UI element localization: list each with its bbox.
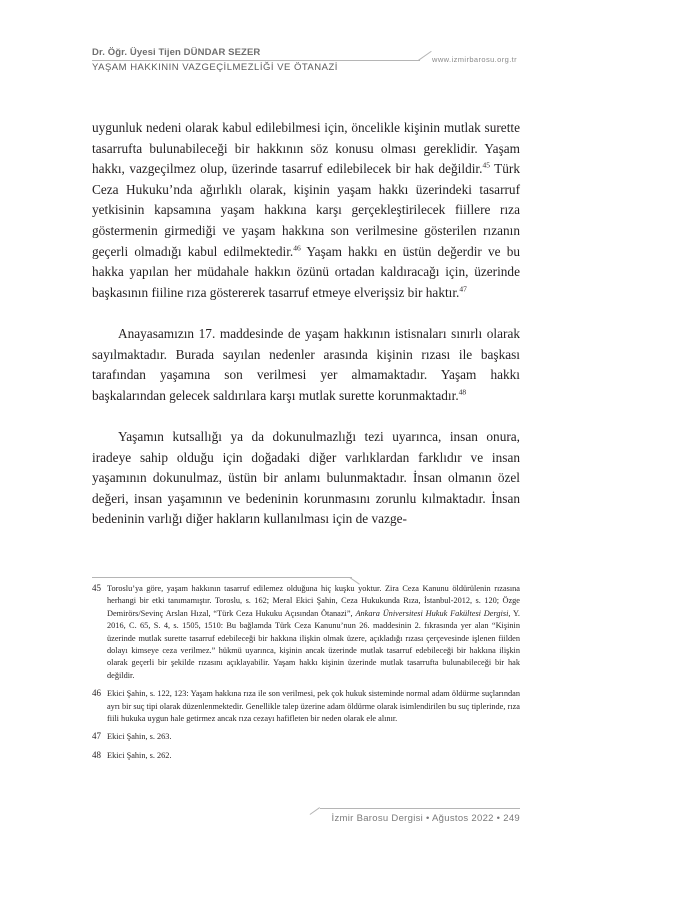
footnote-number: 45 [92, 583, 101, 593]
journal-title: Ankara Üniversitesi Hukuk Fakültesi Dergisi [355, 608, 509, 618]
header-rule [92, 60, 420, 61]
footnote-number: 47 [92, 731, 101, 742]
paragraph-3: Yaşamın kutsallığı ya da dokunulmazlığı tezi uyarınca, insan onura, iradeye sahip olduğu için doğadaki diğer varlıklardan farklıdır ve insan yaşamının dokunulmaz, üstün bir anlamı bulunmaktadır. İnsan olmanın özel değeri, insan yaşamının ve bedeninin korunmasını zorunlu kılmaktadır. İnsan bedeninin varlığı diğer hakların kullanılması için de vazge- [92, 428, 520, 527]
footnotes [92, 583, 520, 768]
footnote-number: 48 [92, 749, 101, 760]
footnote-48: 48 Ekici Şahin, s. 262. [92, 749, 172, 760]
footnote-46: 46 Ekici Şahin, s. 122, 123: Yaşam hakkına rıza ile son verilmesi, pek çok hukuk sisteminde normal adam öldürme suçlarından ayrı bir suç tipi olarak düzenlenmektedir. Genellikle talep üzerine adam öldürme olarak isimlendirilen bu suç tiplerinde, rıza fiili hukuka uygun hale getirmez ancak rıza cezayı hafifleten bir neden olarak ele alınır. [92, 688, 520, 724]
header-rule-slant [418, 51, 432, 61]
paragraph-1: uygunluk nedeni olarak kabul edilebilmesi için, öncelikle kişinin mutlak surette tasarrufta bulunabileceği bir hakkının söz konusu olması gereklidir. Yaşam hakkı, vazgeçilmez olup, üzerinde tasarruf edilebilecek bir hak değildir.$^{45}$ Türk Ceza Hukuku’nda ağırlıklı olarak, kişinin yaşam hakkı üzerindeki tasarruf yetkisinin kapsamına yaşam hakkına karşı gerçekleştirilecek fiillere rıza göstermenin girmediği ve yaşam hakkına son verilmesine gösterilen rızanın geçerli olmadığı kabul edilmektedir.$^{46}$ Yaşam hakkı en üstün değerdir ve bu hakka yapılan her müdahale hakkın özünü ortadan kaldıracağı için, üzerinde başkasının fiiline rıza göstererek tasarruf etmeye elverişsiz bir haktır.$^{47}$ [92, 120, 521, 300]
footnote-ref-45[interactable]: 45 [482, 160, 490, 170]
footnote-ref-48[interactable]: 48 [458, 387, 467, 397]
page-footer: İzmir Barosu Dergisi • Ağustos 2022 • 249 [331, 813, 520, 824]
paragraph-2: Anayasamızın 17. maddesinde de yaşam hakkının istisnaları sınırlı olarak sayılmaktadır. Burada sayılan nedenler arasında kişinin rızası ile başkası tarafından yaşamına son verilmesi yer almamaktadır. Yaşam hakkı başkalarından gelecek saldırılara karşı mutlak surette korunmaktadır.$^{48}$ [92, 325, 520, 403]
footnote-separator [92, 577, 352, 578]
body-text [92, 118, 520, 530]
footnote-ref-46[interactable]: 46 [293, 243, 301, 253]
footnote-number: 46 [92, 688, 101, 699]
footer-rule [320, 808, 520, 809]
footnote-ref-47[interactable]: 47 [459, 284, 467, 294]
header-author: Dr. Öğr. Üyesi Tijen DÜNDAR SEZER [92, 47, 261, 58]
footnote-45: 45 Toroslu’ya göre, yaşam hakkının tasarruf edilemez olduğuna hiç kuşku yoktur. Zira Ceza Kanunu öldürülenin rızasına herhangi bir etki tanımamıştır. Toroslu, s. 162; Meral Ekici Şahin, Ceza Hukukunda Rıza, İstanbul-2012, s. 120; Özge Demirörs/Sevinç Arslan Hızal, “Türk Ceza Hukuku Açısından Ötanazi”, Ankara Üniversitesi Hukuk Fakültesi Dergisi, Y. 2016, C. 65, S. 4, s. 1505, 1510: Bu bağlamda Türk Ceza Kanunu’nun 26. maddesinin 2. fıkrasında yer alan “Kişinin üzerinde mutlak surette tasarruf edebileceği bir hakkına ilişkin olmak üzere, açıkladığı rızası çerçevesinde işlenen fiilden dolayı kimseye ceza verilmez.” hükmü uyarınca, kişinin ancak üzerinde mutlak tasarruf edebileceği bir hakkına ilişkin olarak geçerli bir şekilde rızasını açıklayabilir. Yaşam hakkı kişinin üzerinde mutlak tasarrufta bulunabileceği bir hak değildir. [92, 583, 520, 680]
footer-rule-slant [310, 807, 320, 815]
header-article-title: YAŞAM HAKKININ VAZGEÇİLMEZLİĞİ VE ÖTANAZİ [92, 62, 338, 73]
header-url[interactable]: www.izmirbarosu.org.tr [432, 55, 518, 64]
footnote-47: 47 Ekici Şahin, s. 263. [92, 731, 172, 742]
